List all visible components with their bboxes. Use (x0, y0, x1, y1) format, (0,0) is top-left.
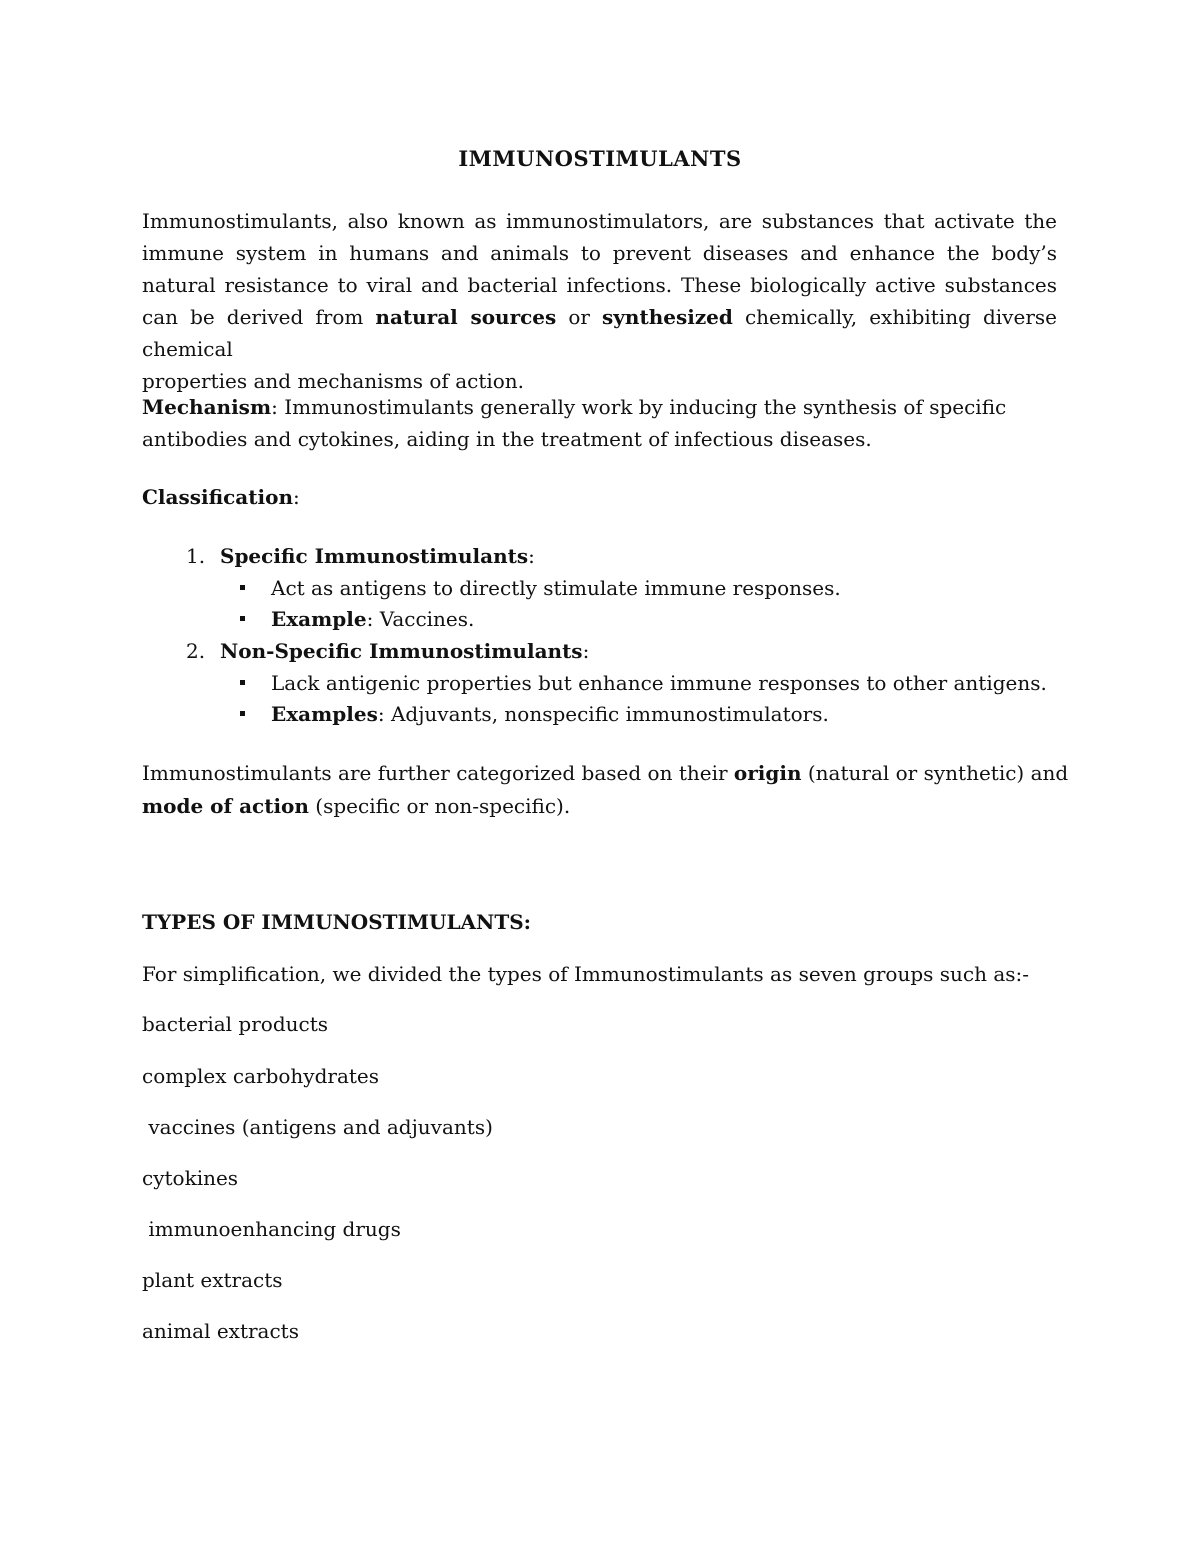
further-text-1: Immunostimulants are further categorized based on their (142, 761, 734, 785)
class-colon: : (528, 544, 535, 568)
mechanism-colon: : (271, 395, 278, 419)
further-text-3: (specific or non-specific). (308, 794, 571, 818)
types-intro: For simplification, we divided the types of Immunostimulants as seven groups such as:- (142, 962, 1030, 986)
bullet-item (240, 668, 1047, 698)
classification-colon: : (293, 485, 300, 509)
bullet-item (240, 604, 474, 634)
type-item: complex carbohydrates (142, 1064, 380, 1088)
class-label: Non-Specific Immunostimulants (220, 639, 583, 663)
classification-heading (142, 482, 300, 512)
type-item: plant extracts (142, 1268, 283, 1292)
bullet-square-icon (240, 585, 245, 590)
type-item: immunoenhancing drugs (142, 1217, 401, 1241)
further-line-1 (142, 758, 1068, 788)
bullet-square-icon (240, 711, 245, 716)
class-item-specific (186, 541, 535, 571)
type-item: cytokines (142, 1166, 239, 1190)
further-bold-mode: mode of action (142, 794, 309, 818)
intro-paragraph (142, 205, 1057, 397)
bullet-bold: Examples (271, 702, 378, 726)
bullet-square-icon (240, 616, 245, 621)
intro-text-3: chemically, exhibiting diverse chemical (142, 305, 1057, 361)
intro-last-line: properties and mechanisms of action. (142, 369, 525, 393)
bullet-text: Act as antigens to directly stimulate immune responses. (271, 576, 841, 600)
class-item-nonspecific (186, 636, 589, 666)
intro-bold-synthesized: synthesized (602, 305, 733, 329)
mechanism-paragraph (142, 391, 1057, 455)
further-line-2 (142, 791, 570, 821)
class-label: Specific Immunostimulants (220, 544, 529, 568)
type-item: vaccines (antigens and adjuvants) (142, 1115, 493, 1139)
bullet-text: Lack antigenic properties but enhance immune responses to other antigens. (271, 671, 1047, 695)
mechanism-last-line: antibodies and cytokines, aiding in the treatment of infectious diseases. (142, 427, 872, 451)
mechanism-label: Mechanism (142, 395, 272, 419)
intro-text-1: Immunostimulants, also known as immunostimulators, are substances that activate the immune system in humans and animals to prevent diseases and enhance the body’s natural resistance to viral and bacterial infections. These biologically active substances can be derived from (142, 209, 1057, 329)
intro-bold-natural-sources: natural sources (375, 305, 557, 329)
bullet-item (240, 573, 841, 603)
type-item: bacterial products (142, 1012, 329, 1036)
page-title: IMMUNOSTIMULANTS (458, 146, 742, 171)
bullet-item (240, 699, 829, 729)
bullet-square-icon (240, 680, 245, 685)
mechanism-text: Immunostimulants generally work by inducing the synthesis of specific (277, 395, 1007, 419)
class-number: 1. (186, 544, 206, 568)
class-number: 2. (186, 639, 206, 663)
bullet-text: : Adjuvants, nonspecific immunostimulators. (377, 702, 829, 726)
bullet-bold: Example (271, 607, 367, 631)
further-bold-origin: origin (733, 761, 802, 785)
classification-label: Classification (142, 485, 293, 509)
bullet-text: : Vaccines. (366, 607, 475, 631)
type-item: animal extracts (142, 1319, 299, 1343)
types-heading-text: TYPES OF IMMUNOSTIMULANTS: (142, 910, 532, 934)
further-text-2: (natural or synthetic) and (801, 761, 1069, 785)
types-heading (142, 907, 531, 937)
intro-text-2: or (556, 305, 603, 329)
class-colon: : (582, 639, 590, 663)
